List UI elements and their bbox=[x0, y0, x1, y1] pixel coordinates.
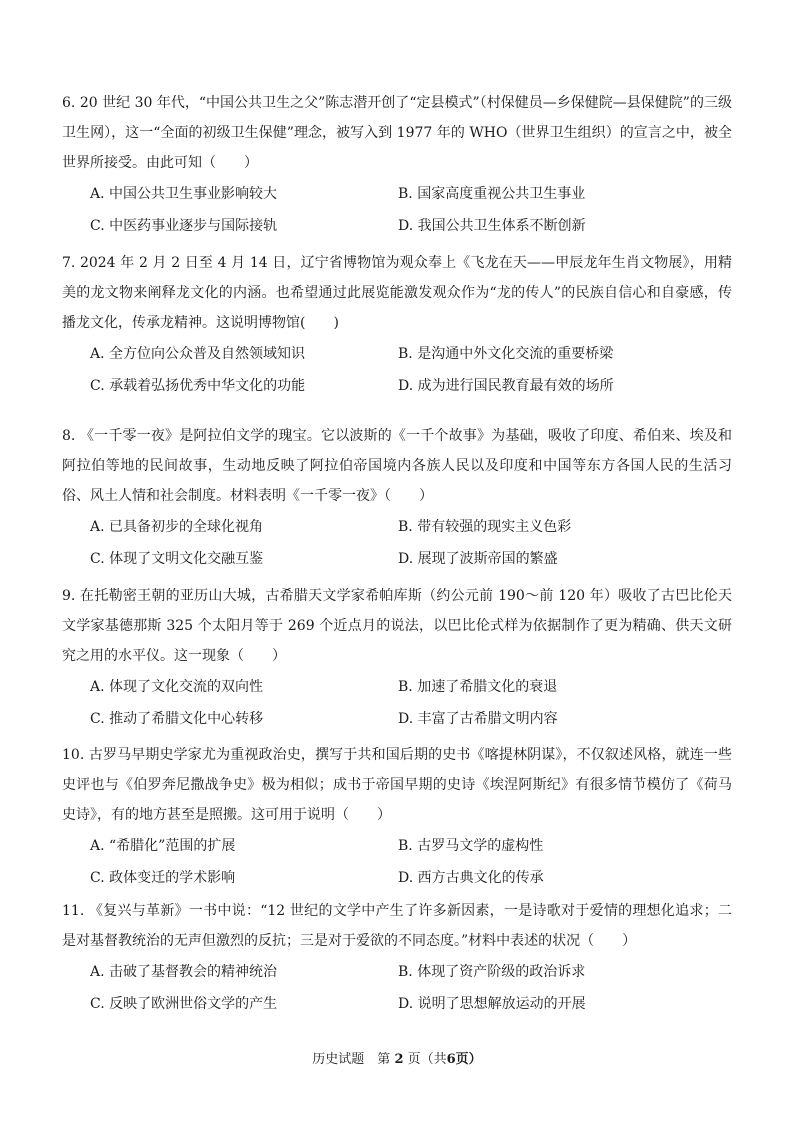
option-d: D. 说明了思想解放运动的开展 bbox=[398, 996, 586, 1012]
question-9 bbox=[62, 581, 732, 735]
option-d: D. 我国公共卫生体系不断创新 bbox=[398, 218, 586, 234]
question-11 bbox=[62, 896, 732, 1020]
question-6 bbox=[62, 88, 732, 242]
option-c: C. 政体变迁的学术影响 bbox=[90, 870, 236, 886]
option-b: B. 带有较强的现实主义色彩 bbox=[398, 519, 572, 535]
option-d: D. 展现了波斯帝国的繁盛 bbox=[398, 551, 558, 567]
option-a: A. 中国公共卫生事业影响较大 bbox=[90, 186, 278, 202]
footer-middle: 页（共 bbox=[403, 1052, 447, 1067]
answer-options bbox=[62, 956, 732, 1020]
option-d: D. 成为进行国民教育最有效的场所 bbox=[398, 378, 614, 394]
question-stem: 10. 古罗马早期史学家尤为重视政治史，撰写于共和国后期的史书《喀提林阴谋》，不仅叙述风格，就连一些史评也与《伯罗奔尼撒战争史》极为相似；成书于帝国早期的史诗《埃涅阿斯纪》有很多情节模仿了《荷马史诗》，有的地方甚至是照搬。这可用于说明（ ） bbox=[62, 747, 732, 823]
option-c: C. 体现了文明文化交融互鉴 bbox=[90, 551, 264, 567]
option-d: D. 丰富了古希腊文明内容 bbox=[398, 711, 558, 727]
option-c: C. 反映了欧洲世俗文学的产生 bbox=[90, 996, 278, 1012]
question-7 bbox=[62, 248, 732, 402]
footer-prefix: 历史试题 第 bbox=[312, 1052, 395, 1067]
option-b: B. 体现了资产阶级的政治诉求 bbox=[398, 964, 586, 980]
option-a: A. 全方位向公众普及自然领域知识 bbox=[90, 346, 306, 362]
question-10 bbox=[62, 740, 732, 894]
question-8 bbox=[62, 421, 732, 575]
answer-options bbox=[62, 178, 732, 242]
option-d: D. 西方古典文化的传承 bbox=[398, 870, 544, 886]
footer-total-pages: 6 bbox=[446, 1052, 456, 1067]
page-footer bbox=[0, 1050, 794, 1070]
option-c: C. 承载着弘扬优秀中华文化的功能 bbox=[90, 378, 306, 394]
option-a: A. 已具备初步的全球化视角 bbox=[90, 519, 264, 535]
option-b: B. 是沟通中外文化交流的重要桥梁 bbox=[398, 346, 614, 362]
option-a: A. 体现了文化交流的双向性 bbox=[90, 679, 264, 695]
question-stem: 9. 在托勒密王朝的亚历山大城，古希腊天文学家希帕库斯（约公元前 190～前 120 年）吸收了古巴比伦天文学家基德那斯 325 个太阳月等于 269 个近点月的说法，以巴比伦式样为依据制作了更为精确、供天文研究之用的水平仪。这一现象（ ） bbox=[62, 588, 732, 664]
option-b: B. 国家高度重视公共卫生事业 bbox=[398, 186, 586, 202]
option-b: B. 古罗马文学的虚构性 bbox=[398, 838, 544, 854]
question-stem: 8. 《一千零一夜》是阿拉伯文学的瑰宝。它以波斯的《一千个故事》为基础，吸收了印度、希伯来、埃及和阿拉伯等地的民间故事，生动地反映了阿拉伯帝国境内各族人民以及印度和中国等东方各国人民的生活习俗、风土人情和社会制度。材料表明《一千零一夜》（ ） bbox=[62, 428, 732, 504]
option-a: A. 击破了基督教会的精神统治 bbox=[90, 964, 278, 980]
footer-page-number: 2 bbox=[394, 1052, 404, 1067]
option-c: C. 推动了希腊文化中心转移 bbox=[90, 711, 264, 727]
option-c: C. 中医药事业逐步与国际接轨 bbox=[90, 218, 278, 234]
option-b: B. 加速了希腊文化的衰退 bbox=[398, 679, 558, 695]
option-a: A. “希腊化”范围的扩展 bbox=[90, 838, 236, 854]
question-stem: 11. 《复兴与革新》一书中说：“12 世纪的文学中产生了许多新因素，一是诗歌对于爱情的理想化追求；二是对基督教统治的无声但激烈的反抗；三是对于爱欲的不同态度。”材料中表述的状况（ ） bbox=[62, 903, 732, 949]
footer-suffix: 页） bbox=[455, 1052, 482, 1067]
answer-options bbox=[62, 830, 732, 894]
answer-options bbox=[62, 511, 732, 575]
answer-options bbox=[62, 671, 732, 735]
question-stem: 7. 2024 年 2 月 2 日至 4 月 14 日，辽宁省博物馆为观众奉上《飞龙在天——甲辰龙年生肖文物展》，用精美的龙文物来阐释龙文化的内涵。也希望通过此展览能激发观众作为“龙的传人”的民族自信心和自豪感，传播龙文化，传承龙精神。这说明博物馆( ) bbox=[62, 255, 732, 331]
answer-options bbox=[62, 338, 732, 402]
question-stem: 6. 20 世纪 30 年代，“中国公共卫生之父”陈志潜开创了“定县模式”（村保健员—乡保健院—县保健院”的三级卫生网），这一“全面的初级卫生保健”理念，被写入到 1977 年的 WHO（世界卫生组织）的宣言之中，被全世界所接受。由此可知（ ） bbox=[62, 95, 732, 171]
